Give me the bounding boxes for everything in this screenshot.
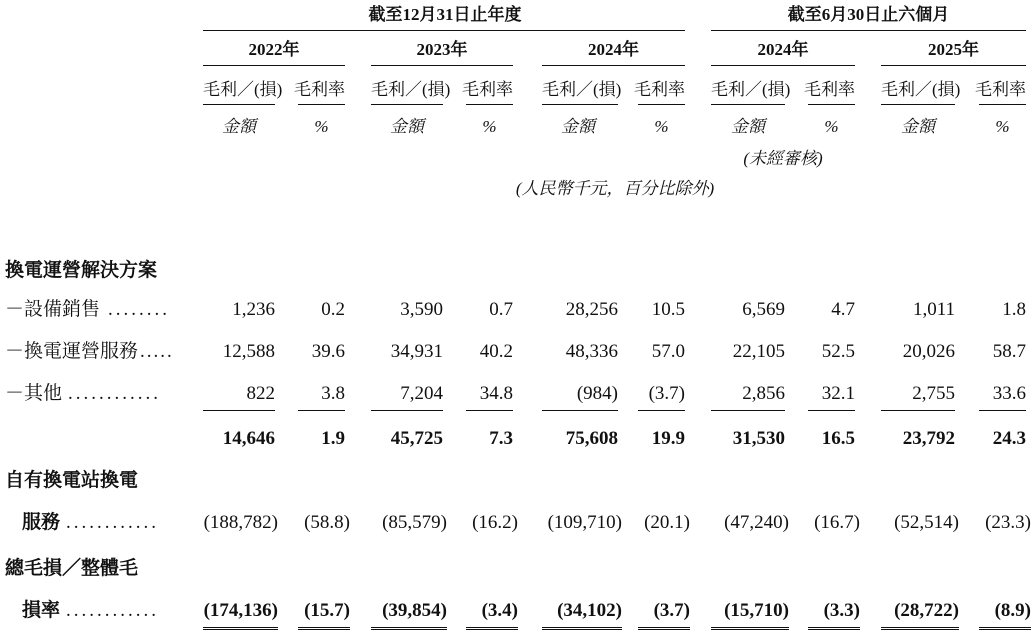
unit-pct: % [654, 117, 669, 136]
unit-amount: 金額 [901, 117, 935, 136]
cell-value: 822 [246, 383, 275, 404]
group-header-fiscal-year: 截至12月31日止年度 [368, 5, 522, 24]
cell-value: 33.6 [992, 383, 1026, 404]
rule-col [711, 104, 785, 105]
rule-col [979, 104, 1026, 105]
rule-period-2024 [542, 65, 685, 66]
col-header-amount: 毛利／(損) [542, 80, 622, 99]
rule-total-double [298, 627, 350, 630]
rule-subtotal [542, 410, 618, 411]
rule-total-double [711, 627, 789, 630]
period-2024: 2024年 [588, 40, 639, 59]
cell-value: 1.8 [1002, 299, 1026, 320]
rule-total-double [542, 627, 622, 630]
rule-col [466, 104, 513, 105]
rule-period-2023 [371, 65, 513, 66]
rule-subtotal [808, 410, 855, 411]
cell-value: 12,588 [222, 341, 275, 362]
cell-subtotal: 7.3 [489, 428, 513, 449]
row-label-service: 服務 ............ [22, 512, 160, 533]
cell-value: 7,204 [400, 383, 443, 404]
unit-pct: % [314, 117, 329, 136]
rule-subtotal [979, 410, 1026, 411]
unit-pct: % [995, 117, 1010, 136]
cell-total: (15.7) [304, 600, 350, 621]
cell-subtotal: 16.5 [821, 428, 855, 449]
cell-subtotal: 45,725 [390, 428, 443, 449]
group-header-six-months: 截至6月30日止六個月 [787, 5, 950, 24]
cell-value: 28,256 [565, 299, 618, 320]
cell-value: 2,755 [912, 383, 955, 404]
unaudited-note: (未經審核) [743, 149, 823, 168]
rule-total-double [466, 627, 518, 630]
cell-total: (34,102) [557, 600, 622, 621]
rule-col [881, 104, 955, 105]
cell-value: 4.7 [831, 299, 855, 320]
section-title-total-gross-loss: 總毛損／整體毛 [5, 558, 139, 579]
col-header-amount: 毛利／(損) [711, 80, 791, 99]
cell-value: 32.1 [821, 383, 855, 404]
rule-col [542, 104, 618, 105]
unit-amount: 金額 [390, 117, 424, 136]
cell-value: (20.1) [644, 512, 690, 533]
col-header-margin: 毛利率 [975, 80, 1026, 99]
cell-value: (23.3) [985, 512, 1031, 533]
period-2024-6m: 2024年 [757, 40, 809, 59]
rule-col [808, 104, 855, 105]
cell-value: (16.2) [472, 512, 518, 533]
cell-value: 39.6 [311, 341, 345, 362]
cell-value: (58.8) [304, 512, 350, 533]
col-header-margin: 毛利率 [294, 80, 345, 99]
cell-value: 3.8 [321, 383, 345, 404]
rule-subtotal [466, 410, 513, 411]
section-title-own-stations: 自有換電站換電 [5, 470, 139, 491]
cell-total: (15,710) [724, 600, 789, 621]
cell-value: (85,579) [382, 512, 447, 533]
rule-subtotal [203, 410, 275, 411]
cell-value: 3,590 [400, 299, 443, 320]
rule-subtotal [371, 410, 443, 411]
cell-value: 48,336 [565, 341, 618, 362]
rule-period-2024-6m [711, 65, 855, 66]
period-2023: 2023年 [416, 40, 468, 59]
unit-pct: % [824, 117, 839, 136]
col-header-amount: 毛利／(損) [371, 80, 451, 99]
rule-total-double [881, 627, 959, 630]
cell-subtotal: 23,792 [902, 428, 955, 449]
cell-total: (39,854) [382, 600, 447, 621]
cell-value: 20,026 [902, 341, 955, 362]
period-2022: 2022年 [248, 40, 300, 59]
row-label-loss-rate: 損率 ............ [22, 600, 160, 621]
row-label-equipment-sales: －設備銷售 ........ [5, 299, 171, 320]
row-label-swap-operation-service: －換電運營服務 ..... [5, 341, 174, 362]
cell-value: 0.2 [321, 299, 345, 320]
cell-value: (984) [576, 383, 618, 404]
cell-subtotal: 31,530 [732, 428, 785, 449]
cell-subtotal: 24.3 [992, 428, 1026, 449]
cell-total: (3.3) [823, 600, 860, 621]
cell-value: 22,105 [732, 341, 785, 362]
unit-amount: 金額 [222, 117, 256, 136]
cell-value: 58.7 [992, 341, 1026, 362]
cell-value: 0.7 [489, 299, 513, 320]
cell-value: 2,856 [742, 383, 785, 404]
unit-amount: 金額 [731, 117, 765, 136]
rule-total-double [808, 627, 860, 630]
cell-value: (52,514) [894, 512, 959, 533]
cell-value: 52.5 [821, 341, 855, 362]
cell-value: 1,011 [912, 299, 955, 320]
rule-col [371, 104, 443, 105]
cell-value: (47,240) [724, 512, 789, 533]
currency-note: (人民幣千元，百分比除外) [515, 179, 715, 198]
cell-value: 6,569 [742, 299, 785, 320]
cell-value: (109,710) [547, 512, 622, 533]
rule-group-6m [711, 30, 1026, 31]
rule-subtotal [711, 410, 785, 411]
rule-subtotal [298, 410, 345, 411]
cell-subtotal: 1.9 [321, 428, 345, 449]
cell-subtotal: 14,646 [222, 428, 275, 449]
cell-total: (8.9) [994, 600, 1031, 621]
col-header-margin: 毛利率 [804, 80, 855, 99]
unit-amount: 金額 [561, 117, 595, 136]
cell-subtotal: 19.9 [651, 428, 685, 449]
cell-total: (28,722) [894, 600, 959, 621]
rule-col [298, 104, 345, 105]
cell-value: (3.7) [648, 383, 685, 404]
rule-total-double [638, 627, 690, 630]
col-header-margin: 毛利率 [634, 80, 685, 99]
cell-value: 1,236 [232, 299, 275, 320]
rule-subtotal [638, 410, 685, 411]
col-header-amount: 毛利／(損) [203, 80, 283, 99]
col-header-amount: 毛利／(損) [881, 80, 961, 99]
rule-period-2025-6m [881, 65, 1026, 66]
rule-group-fy [203, 30, 685, 31]
cell-total: (3.7) [653, 600, 690, 621]
row-label-other: －其他 ............ [5, 383, 162, 404]
rule-col [638, 104, 685, 105]
cell-total: (174,136) [203, 600, 278, 621]
cell-value: 57.0 [651, 341, 685, 362]
unit-pct: % [482, 117, 497, 136]
cell-value: (188,782) [203, 512, 278, 533]
cell-value: 40.2 [479, 341, 513, 362]
col-header-margin: 毛利率 [462, 80, 513, 99]
section-title-swap-operation: 換電運營解決方案 [5, 260, 158, 281]
cell-value: 10.5 [651, 299, 685, 320]
period-2025-6m: 2025年 [928, 40, 979, 59]
rule-col [203, 104, 275, 105]
rule-total-double [203, 627, 278, 630]
rule-total-double [979, 627, 1031, 630]
cell-value: 34,931 [390, 341, 443, 362]
cell-value: 34.8 [479, 383, 513, 404]
cell-total: (3.4) [481, 600, 518, 621]
cell-value: (16.7) [814, 512, 860, 533]
rule-total-double [371, 627, 447, 630]
rule-period-2022 [203, 65, 345, 66]
rule-subtotal [881, 410, 955, 411]
cell-subtotal: 75,608 [565, 428, 618, 449]
